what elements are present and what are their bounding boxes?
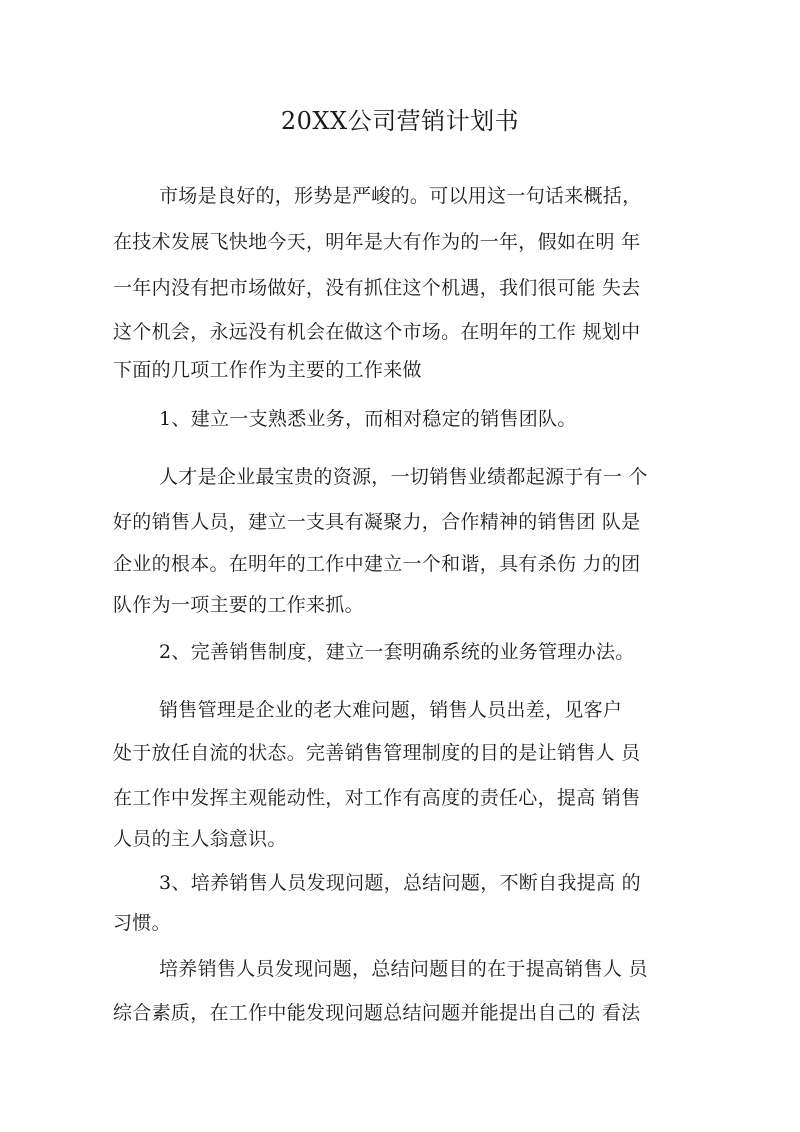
paragraph-line: 在工作中发挥主观能动性，对工作有高度的责任心，提高 销售 bbox=[113, 787, 641, 809]
paragraph-line: 在技术发展飞快地今天，明年是大有作为的一年，假如在明 年 bbox=[113, 231, 641, 253]
paragraph-line: 培养销售人员发现问题，总结问题目的在于提高销售人 员 bbox=[159, 958, 648, 980]
paragraph-line: 一年内没有把市场做好，没有抓住这个机遇，我们很可能 失去 bbox=[113, 277, 641, 299]
paragraph-line: 好的销售人员，建立一支具有凝聚力，合作精神的销售团 队是 bbox=[113, 511, 641, 533]
paragraph-line: 队作为一项主要的工作来抓。 bbox=[113, 594, 364, 616]
paragraph-line: 人才是企业最宝贵的资源，一切销售业绩都起源于有一 个 bbox=[159, 466, 648, 488]
paragraph-line: 习惯。 bbox=[113, 912, 171, 934]
section-heading-1: 1、建立一支熟悉业务，而相对稳定的销售团队。 bbox=[159, 408, 577, 430]
paragraph-line: 企业的根本。在明年的工作中建立一个和谐，具有杀伤 力的团 bbox=[113, 553, 641, 575]
paragraph-line: 处于放任自流的状态。完善销售管理制度的目的是让销售人 员 bbox=[113, 742, 641, 764]
document-title: 20XX公司营销计划书 bbox=[280, 107, 520, 135]
paragraph-line: 这个机会，永远没有机会在做这个市场。在明年的工作 规划中 bbox=[113, 321, 641, 343]
paragraph-line: 市场是良好的，形势是严峻的。可以用这一句话来概括， bbox=[159, 185, 642, 207]
paragraph-line: 综合素质，在工作中能发现问题总结问题并能提出自己的 看法 bbox=[113, 1002, 641, 1024]
section-heading-2: 2、完善销售制度，建立一套明确系统的业务管理办法。 bbox=[159, 641, 635, 663]
section-heading-3: 3、培养销售人员发现问题，总结问题，不断自我提高 的 bbox=[159, 872, 641, 894]
paragraph-line: 下面的几项工作作为主要的工作来做 bbox=[113, 359, 422, 381]
paragraph-line: 销售管理是企业的老大难问题，销售人员出差，见客户 bbox=[159, 699, 623, 721]
paragraph-line: 人员的主人翁意识。 bbox=[113, 828, 287, 850]
